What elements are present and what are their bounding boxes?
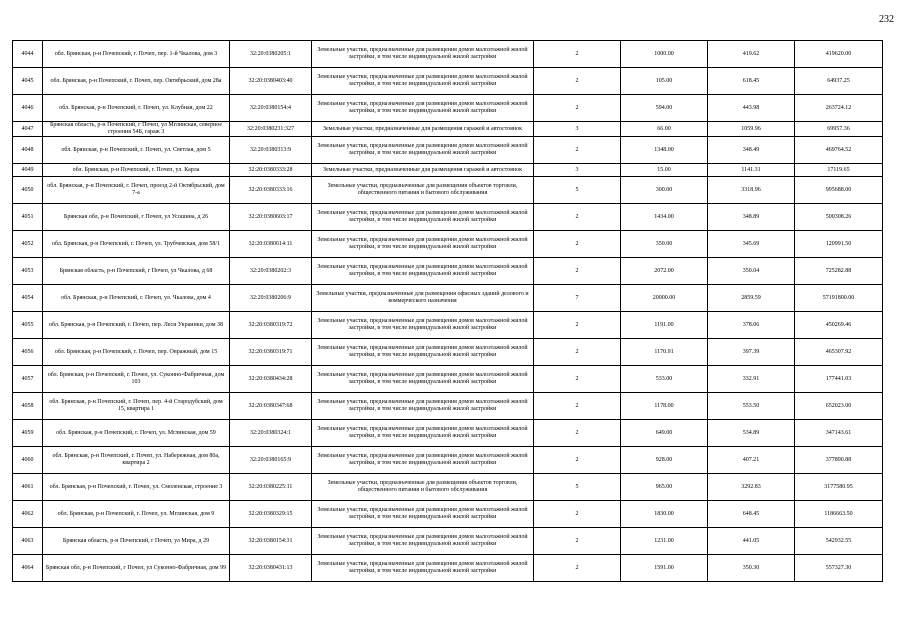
cadastral-value-cell: 542932.55 <box>795 528 883 555</box>
area-cell: 965.00 <box>621 474 708 501</box>
area-cell: 1830.00 <box>621 501 708 528</box>
permitted-use-cell: Земельные участки, предназначенные для размещения домов малоэтажной жилой застройки, в том числе индивидуальной жилой застройки <box>312 501 534 528</box>
use-category-cell: 2 <box>534 420 621 447</box>
permitted-use-cell: Земельные участки, предназначенные для размещения офисных зданий делового и коммерческого назначения <box>312 285 534 312</box>
specific-value-cell: 618.45 <box>708 68 795 95</box>
specific-value-cell: 2859.59 <box>708 285 795 312</box>
address-cell: обл. Брянская, р-н Почепский, г. Почеп, ул. Мглинская, дом 9 <box>43 501 230 528</box>
cadastral-value-cell: 725282.88 <box>795 258 883 285</box>
cadastral-value-cell: 57191800.00 <box>795 285 883 312</box>
permitted-use-cell: Земельные участки, предназначенные для размещения домов малоэтажной жилой застройки, в том числе индивидуальной жилой застройки <box>312 95 534 122</box>
permitted-use-cell: Земельные участки, предназначенные для размещения домов малоэтажной жилой застройки, в том числе индивидуальной жилой застройки <box>312 258 534 285</box>
specific-value-cell: 350.30 <box>708 555 795 582</box>
cadastral-number-cell: 32:20:0380403:40 <box>230 68 312 95</box>
cadastral-number-cell: 32:20:0380165:9 <box>230 447 312 474</box>
specific-value-cell: 553.50 <box>708 393 795 420</box>
address-cell: обл. Брянская, р-н Почепский, г. Почеп, проезд 2-й Октябрьский, дом 7-а <box>43 177 230 204</box>
area-cell: 15.00 <box>621 164 708 177</box>
use-category-cell: 3 <box>534 164 621 177</box>
specific-value-cell: 407.21 <box>708 447 795 474</box>
row-number: 4050 <box>13 177 43 204</box>
cadastral-number-cell: 32:20:0380431:13 <box>230 555 312 582</box>
page-number: 232 <box>879 14 894 25</box>
permitted-use-cell: Земельные участки, предназначенные для размещения домов малоэтажной жилой застройки, в том числе индивидуальной жилой застройки <box>312 68 534 95</box>
table-row <box>13 231 883 258</box>
table-row <box>13 447 883 474</box>
table-row <box>13 339 883 366</box>
specific-value-cell: 332.91 <box>708 366 795 393</box>
table-row <box>13 528 883 555</box>
permitted-use-cell: Земельные участки, предназначенные для размещения домов малоэтажной жилой застройки, в том числе индивидуальной жилой застройки <box>312 366 534 393</box>
permitted-use-cell: Земельные участки, предназначенные для размещения домов малоэтажной жилой застройки, в том числе индивидуальной жилой застройки <box>312 204 534 231</box>
table-row <box>13 122 883 137</box>
cadastral-number-cell: 32:20:0380347:68 <box>230 393 312 420</box>
permitted-use-cell: Земельные участки, предназначенные для размещения гаражей и автостоянок <box>312 164 534 177</box>
cadastral-number-cell: 32:20:0380205:1 <box>230 41 312 68</box>
table-body <box>13 41 883 582</box>
use-category-cell: 2 <box>534 393 621 420</box>
use-category-cell: 2 <box>534 366 621 393</box>
specific-value-cell: 350.04 <box>708 258 795 285</box>
specific-value-cell: 648.45 <box>708 501 795 528</box>
use-category-cell: 5 <box>534 474 621 501</box>
permitted-use-cell: Земельные участки, предназначенные для размещения домов малоэтажной жилой застройки, в том числе индивидуальной жилой застройки <box>312 420 534 447</box>
permitted-use-cell: Земельные участки, предназначенные для размещения домов малоэтажной жилой застройки, в том числе индивидуальной жилой застройки <box>312 528 534 555</box>
cadastral-number-cell: 32:20:0380202:3 <box>230 258 312 285</box>
cadastral-value-cell: 995688.00 <box>795 177 883 204</box>
area-cell: 300.00 <box>621 177 708 204</box>
address-cell: обл. Брянская, р-н Почепский, г. Почеп, ул. Светлая, дом 5 <box>43 137 230 164</box>
cadastral-value-cell: 419620.00 <box>795 41 883 68</box>
table-row <box>13 285 883 312</box>
address-cell: обл. Брянская, р-н Почепский, г. Почеп, пер. Октябрьский, дом 28а <box>43 68 230 95</box>
cadastral-number-cell: 32:20:0380333:28 <box>230 164 312 177</box>
permitted-use-cell: Земельные участки, предназначенные для размещения домов малоэтажной жилой застройки, в том числе индивидуальной жилой застройки <box>312 41 534 68</box>
table-row <box>13 95 883 122</box>
use-category-cell: 3 <box>534 122 621 137</box>
cadastral-value-cell: 17119.65 <box>795 164 883 177</box>
use-category-cell: 2 <box>534 312 621 339</box>
specific-value-cell: 534.89 <box>708 420 795 447</box>
cadastral-value-cell: 120991.50 <box>795 231 883 258</box>
use-category-cell: 2 <box>534 447 621 474</box>
table-row <box>13 258 883 285</box>
cadastral-value-cell: 64937.25 <box>795 68 883 95</box>
row-number: 4060 <box>13 447 43 474</box>
table-row <box>13 177 883 204</box>
table-row <box>13 420 883 447</box>
use-category-cell: 5 <box>534 177 621 204</box>
row-number: 4056 <box>13 339 43 366</box>
cadastral-number-cell: 32:20:0380154:31 <box>230 528 312 555</box>
area-cell: 1591.00 <box>621 555 708 582</box>
table-row <box>13 204 883 231</box>
area-cell: 533.00 <box>621 366 708 393</box>
address-cell: обл. Брянская, р-н Почепский, г. Почеп, пер. Леси Украинки, дом 38 <box>43 312 230 339</box>
cadastral-value-cell: 177441.03 <box>795 366 883 393</box>
row-number: 4052 <box>13 231 43 258</box>
area-cell: 1191.00 <box>621 312 708 339</box>
address-cell: обл. Брянская, р-н Почепский, г. Почеп, ул. Чкалова, дом 4 <box>43 285 230 312</box>
table-row <box>13 68 883 95</box>
address-cell: Брянская обл, р-н Почепский, г Почеп, ул Усошина, д 26 <box>43 204 230 231</box>
cadastral-value-cell: 557327.30 <box>795 555 883 582</box>
address-cell: обл. Брянская, р-н Почепский, г. Почеп, пер. 4-й Стародубский, дом 15, квартира 1 <box>43 393 230 420</box>
area-cell: 66.00 <box>621 122 708 137</box>
address-cell: обл. Брянская, р-н Почепский, г. Почеп, ул. Мглинская, дом 59 <box>43 420 230 447</box>
area-cell: 1348.00 <box>621 137 708 164</box>
use-category-cell: 2 <box>534 137 621 164</box>
cadastral-value-cell: 465307.92 <box>795 339 883 366</box>
address-cell: Брянская область, р-н Почепский, г Почеп, ул Чкалова, д 68 <box>43 258 230 285</box>
cadastral-value-cell: 450269.46 <box>795 312 883 339</box>
row-number: 4054 <box>13 285 43 312</box>
cadastral-number-cell: 32:20:0380231:327 <box>230 122 312 137</box>
specific-value-cell: 419.62 <box>708 41 795 68</box>
row-number: 4044 <box>13 41 43 68</box>
address-cell: обл. Брянская, р-н Почепский, г. Почеп, ул. Трубчевская, дом 58/1 <box>43 231 230 258</box>
use-category-cell: 2 <box>534 95 621 122</box>
use-category-cell: 2 <box>534 501 621 528</box>
area-cell: 20000.00 <box>621 285 708 312</box>
area-cell: 1000.00 <box>621 41 708 68</box>
cadastral-value-cell: 263724.12 <box>795 95 883 122</box>
address-cell: обл. Брянская, р-н Почепский, г. Почеп, ул. Клубная, дом 22 <box>43 95 230 122</box>
cadastral-number-cell: 32:20:0380225:11 <box>230 474 312 501</box>
cadastral-number-cell: 32:20:0380603:17 <box>230 204 312 231</box>
address-cell: обл. Брянская, р-н Почепский, г. Почеп, пер. 1-й Чкалова, дом 3 <box>43 41 230 68</box>
use-category-cell: 2 <box>534 68 621 95</box>
table-row <box>13 164 883 177</box>
table-row <box>13 393 883 420</box>
address-cell: Брянская обл, р-н Почепский, г Почеп, ул Суконно-Фабричная, дом 99 <box>43 555 230 582</box>
row-number: 4046 <box>13 95 43 122</box>
specific-value-cell: 441.05 <box>708 528 795 555</box>
area-cell: 105.00 <box>621 68 708 95</box>
area-cell: 594.00 <box>621 95 708 122</box>
specific-value-cell: 345.69 <box>708 231 795 258</box>
cadastral-number-cell: 32:20:0380614:11 <box>230 231 312 258</box>
permitted-use-cell: Земельные участки, предназначенные для размещения домов малоэтажной жилой застройки, в том числе индивидуальной жилой застройки <box>312 447 534 474</box>
cadastral-value-cell: 347143.61 <box>795 420 883 447</box>
cadastral-number-cell: 32:20:0380319:71 <box>230 339 312 366</box>
area-cell: 649.00 <box>621 420 708 447</box>
row-number: 4061 <box>13 474 43 501</box>
address-cell: обл. Брянская, р-н Почепский, г. Почеп, пер. Овражный, дом 15 <box>43 339 230 366</box>
permitted-use-cell: Земельные участки, предназначенные для размещения гаражей и автостоянок <box>312 122 534 137</box>
area-cell: 1434.00 <box>621 204 708 231</box>
permitted-use-cell: Земельные участки, предназначенные для размещения домов малоэтажной жилой застройки, в том числе индивидуальной жилой застройки <box>312 137 534 164</box>
cadastral-number-cell: 32:20:0380333:16 <box>230 177 312 204</box>
specific-value-cell: 397.39 <box>708 339 795 366</box>
table-row <box>13 501 883 528</box>
address-cell: обл. Брянская, р-н Почепский, г. Почеп, ул. Набережная, дом 80а, квартира 2 <box>43 447 230 474</box>
area-cell: 1178.00 <box>621 393 708 420</box>
table-row <box>13 474 883 501</box>
specific-value-cell: 3292.83 <box>708 474 795 501</box>
row-number: 4064 <box>13 555 43 582</box>
row-number: 4051 <box>13 204 43 231</box>
address-cell: Брянская область, р-н Почепский, г Почеп, ул Мглинская, северное строения 54Б, гараж 3 <box>43 122 230 137</box>
area-cell: 2072.00 <box>621 258 708 285</box>
row-number: 4049 <box>13 164 43 177</box>
specific-value-cell: 1141.31 <box>708 164 795 177</box>
cadastral-value-cell: 1186663.50 <box>795 501 883 528</box>
use-category-cell: 2 <box>534 339 621 366</box>
table-row <box>13 41 883 68</box>
permitted-use-cell: Земельные участки, предназначенные для размещения домов малоэтажной жилой застройки, в том числе индивидуальной жилой застройки <box>312 393 534 420</box>
specific-value-cell: 1059.96 <box>708 122 795 137</box>
use-category-cell: 7 <box>534 285 621 312</box>
permitted-use-cell: Земельные участки, предназначенные для размещения объектов торговли, общественного питания и бытового обслуживания <box>312 474 534 501</box>
address-cell: обл. Брянская, р-н Почепский, г. Почеп, ул. Смоленская, строение 3 <box>43 474 230 501</box>
cadastral-value-cell: 652023.00 <box>795 393 883 420</box>
permitted-use-cell: Земельные участки, предназначенные для размещения домов малоэтажной жилой застройки, в том числе индивидуальной жилой застройки <box>312 555 534 582</box>
use-category-cell: 2 <box>534 41 621 68</box>
specific-value-cell: 348.49 <box>708 137 795 164</box>
specific-value-cell: 3318.96 <box>708 177 795 204</box>
table-row <box>13 366 883 393</box>
row-number: 4055 <box>13 312 43 339</box>
row-number: 4058 <box>13 393 43 420</box>
use-category-cell: 2 <box>534 231 621 258</box>
row-number: 4063 <box>13 528 43 555</box>
cadastral-value-cell: 377890.88 <box>795 447 883 474</box>
specific-value-cell: 348.89 <box>708 204 795 231</box>
row-number: 4045 <box>13 68 43 95</box>
row-number: 4057 <box>13 366 43 393</box>
cadastral-number-cell: 32:20:0380434:28 <box>230 366 312 393</box>
specific-value-cell: 378.06 <box>708 312 795 339</box>
use-category-cell: 2 <box>534 258 621 285</box>
row-number: 4048 <box>13 137 43 164</box>
address-cell: обл. Брянская, р-н Почепский, г. Почеп, ул. Суконно-Фабричная, дом 103 <box>43 366 230 393</box>
permitted-use-cell: Земельные участки, предназначенные для размещения домов малоэтажной жилой застройки, в том числе индивидуальной жилой застройки <box>312 231 534 258</box>
area-cell: 1231.00 <box>621 528 708 555</box>
cadastral-value-cell: 469764.52 <box>795 137 883 164</box>
cadastral-number-cell: 32:20:0380313:9 <box>230 137 312 164</box>
cadastral-value-cell: 3177580.95 <box>795 474 883 501</box>
cadastral-value-cell: 69957.36 <box>795 122 883 137</box>
permitted-use-cell: Земельные участки, предназначенные для размещения домов малоэтажной жилой застройки, в том числе индивидуальной жилой застройки <box>312 312 534 339</box>
land-plot-table <box>12 40 883 582</box>
cadastral-number-cell: 32:20:0380206:9 <box>230 285 312 312</box>
row-number: 4053 <box>13 258 43 285</box>
area-cell: 1170.91 <box>621 339 708 366</box>
address-cell: Брянская область, р-н Почепский, г Почеп, ул Мира, д 29 <box>43 528 230 555</box>
row-number: 4059 <box>13 420 43 447</box>
cadastral-number-cell: 32:20:0380154:4 <box>230 95 312 122</box>
address-cell: обл. Брянская, р-н Почепский, г. Почеп, ул. Карла <box>43 164 230 177</box>
area-cell: 928.00 <box>621 447 708 474</box>
permitted-use-cell: Земельные участки, предназначенные для размещения объектов торговли, общественного питания и бытового обслуживания <box>312 177 534 204</box>
use-category-cell: 2 <box>534 555 621 582</box>
cadastral-number-cell: 32:20:0380329:15 <box>230 501 312 528</box>
cadastral-value-cell: 500308.26 <box>795 204 883 231</box>
use-category-cell: 2 <box>534 204 621 231</box>
row-number: 4062 <box>13 501 43 528</box>
cadastral-number-cell: 32:20:0380324:1 <box>230 420 312 447</box>
use-category-cell: 2 <box>534 528 621 555</box>
area-cell: 350.00 <box>621 231 708 258</box>
table-row <box>13 555 883 582</box>
permitted-use-cell: Земельные участки, предназначенные для размещения домов малоэтажной жилой застройки, в том числе индивидуальной жилой застройки <box>312 339 534 366</box>
row-number: 4047 <box>13 122 43 137</box>
cadastral-number-cell: 32:20:0380319:72 <box>230 312 312 339</box>
table-row <box>13 137 883 164</box>
specific-value-cell: 443.98 <box>708 95 795 122</box>
table-row <box>13 312 883 339</box>
